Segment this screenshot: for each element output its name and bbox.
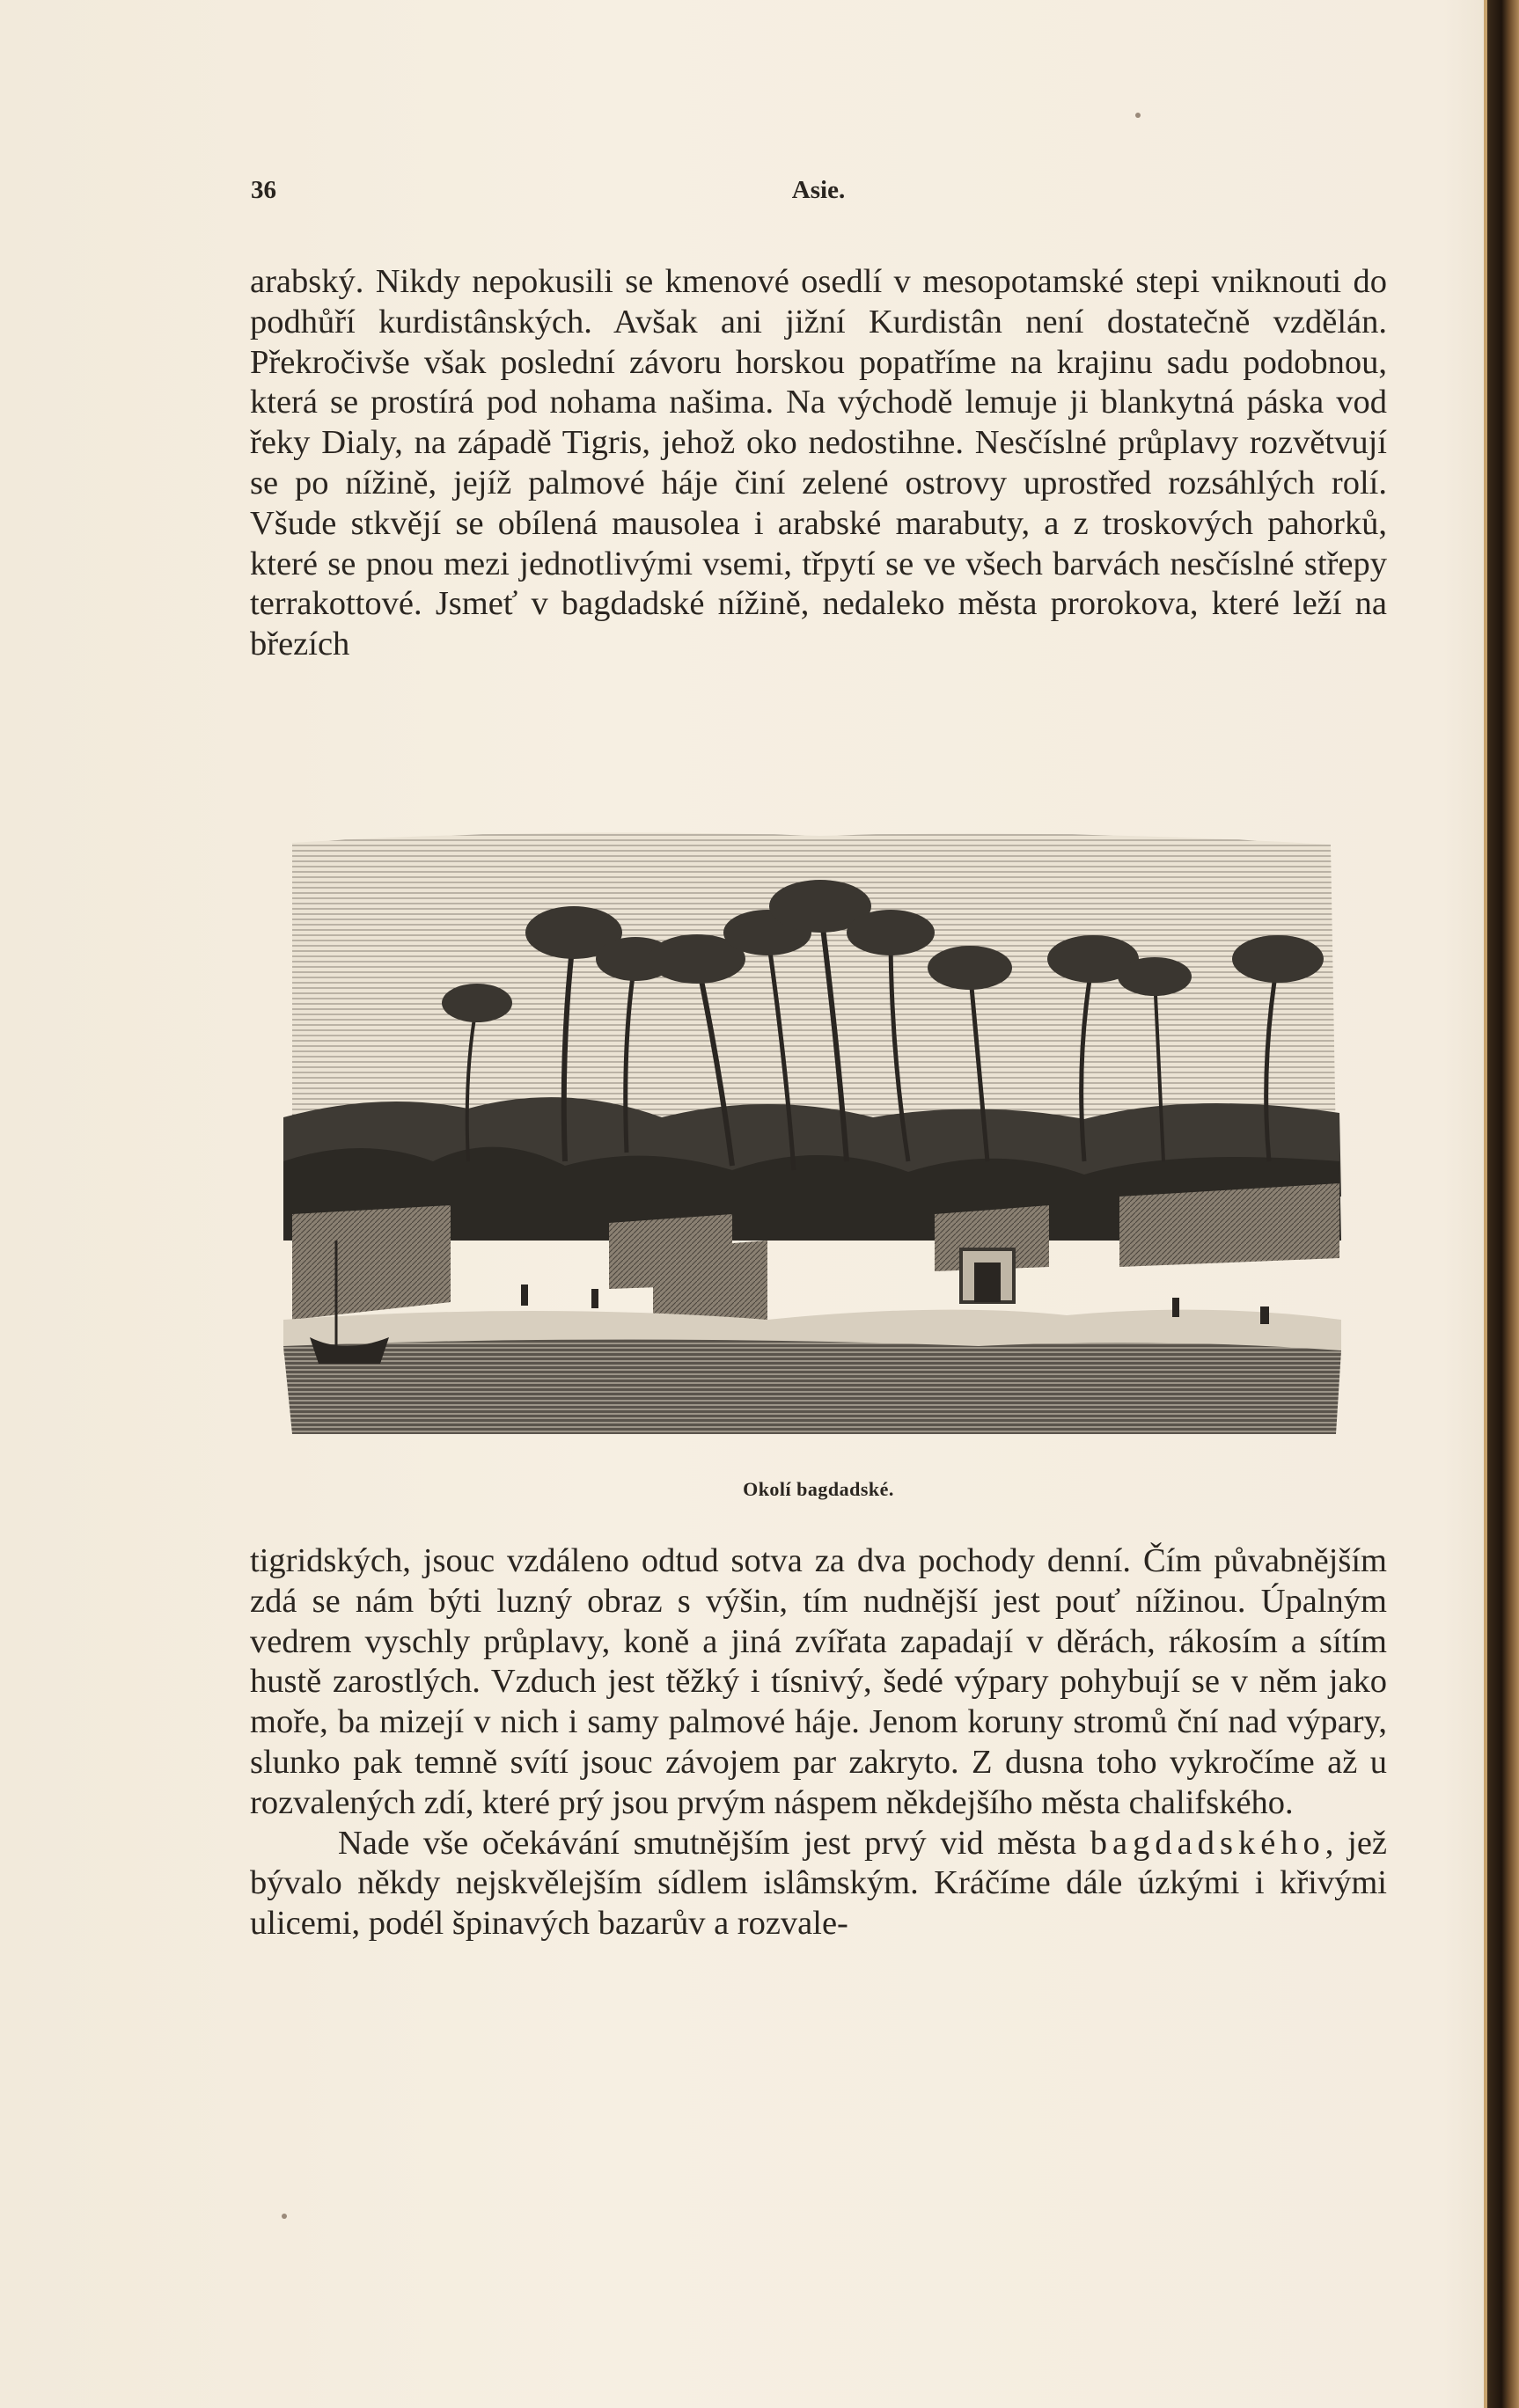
paper-speck [1135,113,1141,118]
engraving-illustration [275,827,1354,1448]
paragraph-bottom: tigridských, jsouc vzdáleno odtud sotva za dva pochody denní. Čím půvabnějším zdá se nám býti luzný obraz s výšin, tím nudnější jest pouť nížinou. Úpalným vedrem vyschly průplavy, koně a jiná zvířata zapadají v děrách, rákosím a sítím hustě zarostlých. Vzduch jest těžký i tísnivý, šedé výpary pohybují se v něm jako moře, ba mizejí v nich i samy palmové háje. Jenom koruny stromů ční nad výpary, slunko pak temně svítí jsouc závojem par zakryto. Z dusna toho vykročíme až u rozvalených zdí, které prý jsou prvým náspem někdejšího města chalifského. [250,1542,1387,1821]
central-house [653,1241,767,1324]
text-block-bottom [250,1541,1387,1944]
page-number: 36 [251,176,276,204]
running-head-title: Asie. [791,176,846,204]
paper-speck [282,2214,287,2219]
river-water [283,1340,1341,1435]
right-wall [1119,1183,1339,1267]
book-spine [1487,0,1519,2408]
running-head [251,176,1386,211]
paragraph-top: arabský. Nikdy nepokusili se kmenové osedlí v mesopotamské stepi vniknouti do podhůří kurdistânských. Avšak ani jižní Kurdistân není dostatečně vzdělán. Překročivše však poslední závoru horskou popatříme na krajinu sadu podobnou, která se prostírá pod nohama našima. Na východě lemuje ji blankytná páska vod řeky Dialy, na západě Tigris, jehož oko nedostihne. Nesčíslné průplavy rozvětvují se po nížině, jejíž palmové háje činí zelené ostrovy uprostřed rozsáhlých rolí. Všude stkvějí se obílená mausolea i arabské marabuty, a z troskových pahorků, které se pnou mezi jednotlivými vsemi, třpytí se ve všech barvách nesčíslné střepy terrakottové. Jsmeť v bagdadské nížině, nedaleko města prorokova, které leží na březích [250,263,1387,663]
figure-caption: Okolí bagdadské. [743,1478,894,1500]
paragraph-last-end: , jež bývalo někdy nejskvělejším sídlem islâmským. Kráčíme dále úzkými i křivými ulicemi, podél špinavých bazarův a rozvale- [250,1824,1387,1943]
spaced-word-bagdadskeho: bagdadského [1090,1824,1325,1862]
baghdad-landscape-engraving [275,827,1354,1448]
left-wall [292,1205,451,1320]
paragraph-last-start: Nade vše očekávání smutnějším jest prvý vid města [338,1824,1090,1862]
paragraph-last [250,1824,1387,1944]
gate-opening [974,1263,1001,1302]
text-block-top [250,262,1387,665]
